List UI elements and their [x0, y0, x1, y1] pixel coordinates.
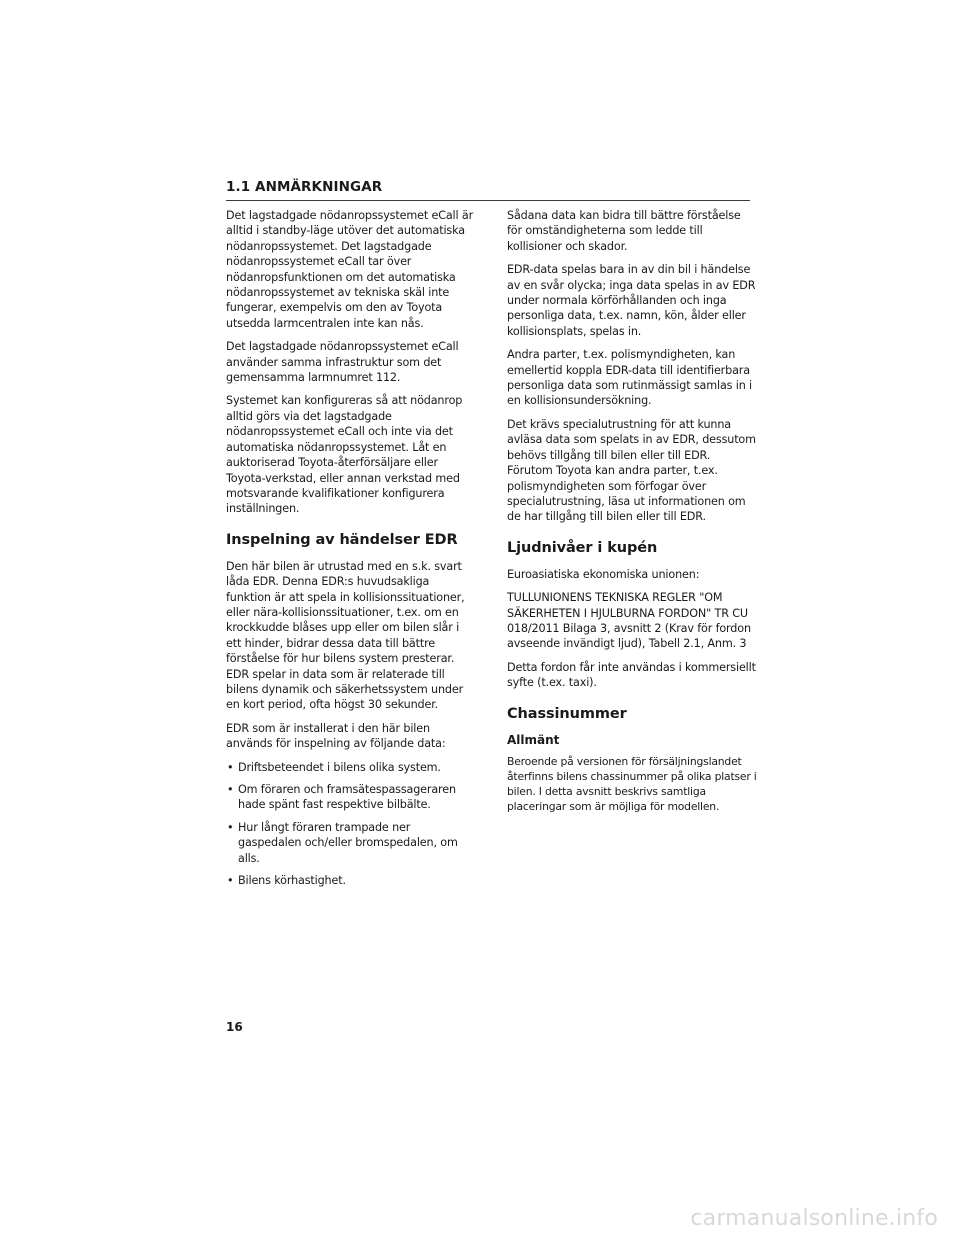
heading-chassis-number: Chassinummer — [507, 705, 627, 722]
edr-data-list — [226, 760, 476, 889]
paragraph-edr-understanding: Sådana data kan bidra till bättre förståelse för omständigheterna som ledde till kollisioner och skador. — [507, 209, 741, 253]
page-number: 16 — [226, 1020, 243, 1034]
paragraph-eaeu: Euroasiatiska ekonomiska unionen: — [507, 567, 700, 581]
bullet-marker: • — [227, 783, 234, 796]
list-item-text: Om föraren och framsätespassageraren hade spänt fast respektive bilbälte. — [238, 783, 456, 812]
paragraph-edr-data-list-intro: EDR som är installerat i den här bilen används för inspelning av följande data: — [226, 721, 446, 751]
heading-edr: Inspelning av händelser EDR — [226, 531, 458, 548]
list-item — [226, 873, 476, 888]
paragraph-chassis-location: Beroende på versionen för försäljningslandet återfinns bilens chassinummer på olika platser i bilen. I detta avsnitt beskrivs samtliga placeringar som är möjliga för modellen. — [507, 754, 757, 813]
list-item-text: Driftsbeteendet i bilens olika system. — [238, 760, 441, 774]
right-column — [507, 208, 757, 822]
paragraph-commercial-use: Detta fordon får inte användas i kommersiellt syfte (t.ex. taxi). — [507, 660, 756, 690]
watermark: carmanualsonline.info — [690, 1206, 938, 1231]
list-item — [226, 820, 476, 866]
paragraph-edr-equipment: Det krävs specialutrustning för att kunna avläsa data som spelats in av EDR, dessutom behövs tillgång till bilen eller till EDR. Förutom Toyota kan andra parter, t.ex. polismyndigheten som förfogar över specialutrustning, läsa ut informationen om de har tillgång till bilen eller till EDR. — [507, 417, 756, 524]
paragraph-edr-intro: Den här bilen är utrustad med en s.k. svart låda EDR. Denna EDR:s huvudsakliga funktion är att spela in kollisionssituationer, eller nära-kollisionssituationer, t.ex. om en krockkudde blåses upp eller om bilen slår i ett hinder, bidrar dessa data till bättre förståelse för hur bilens system presterar. EDR spelar in data som är relaterade till bilens dynamik och säkerhetssystem under en kort period, ofta högst 30 sekunder. — [226, 559, 465, 712]
paragraph-edr-recording: EDR-data spelas bara in av din bil i händelse av en svår olycka; inga data spelas in av EDR under normala körförhållanden och inga personliga data, t.ex. namn, kön, ålder eller kollisionsplats, spelas in. — [507, 263, 756, 338]
heading-sound-levels: Ljudnivåer i kupén — [507, 539, 658, 556]
paragraph-ecall-infrastructure: Det lagstadgade nödanropssystemet eCall använder samma infrastruktur som det gemensamma larmnumret 112. — [226, 340, 459, 385]
section-header: 1.1 ANMÄRKNINGAR — [226, 178, 750, 201]
left-column — [226, 208, 476, 895]
subheading-general: Allmänt — [507, 732, 560, 747]
list-item-text: Hur långt föraren trampade ner gaspedalen och/eller bromspedalen, om alls. — [238, 820, 458, 865]
bullet-marker: • — [227, 820, 234, 834]
paragraph-ecall-configuration: Systemet kan konfigureras så att nödanrop alltid görs via det lagstadgade nödanropssystemet eCall och inte via det automatiska nödanropssystemet. Låt en auktoriserad Toyota-återförsäljare eller Toyota-verkstad, eller annan verkstad med motsvarande kvalifikationer konfigurera inställningen. — [226, 394, 463, 516]
bullet-marker: • — [227, 874, 234, 888]
bullet-marker: • — [227, 760, 234, 774]
paragraph-customs-regulation: TULLUNIONENS TEKNISKA REGLER "OM SÄKERHETEN I HJULBURNA FORDON" TR CU 018/2011 Bilaga 3, avsnitt 2 (Krav för fordon avseende invändigt ljud), Tabell 2.1, Anm. 3 — [507, 591, 751, 651]
list-item-text: Bilens körhastighet. — [238, 874, 346, 888]
list-item — [226, 760, 476, 775]
paragraph-ecall-standby: Det lagstadgade nödanropssystemet eCall är alltid i standby-läge utöver det automatiska nödanropssystemet. Det lagstadgade nödanropssystemet eCall tar över nödanropsfunktionen om det automatiska nödanropssystemet av tekniska skäl inte fungerar, exempelvis om den av Toyota utsedda larmcentralen inte kan nås. — [226, 209, 474, 330]
list-item — [226, 782, 476, 813]
paragraph-edr-third-parties: Andra parter, t.ex. polismyndigheten, kan emellertid koppla EDR-data till identifierbara personliga data som rutinmässigt samlas in i en kollisionsundersökning. — [507, 348, 752, 408]
